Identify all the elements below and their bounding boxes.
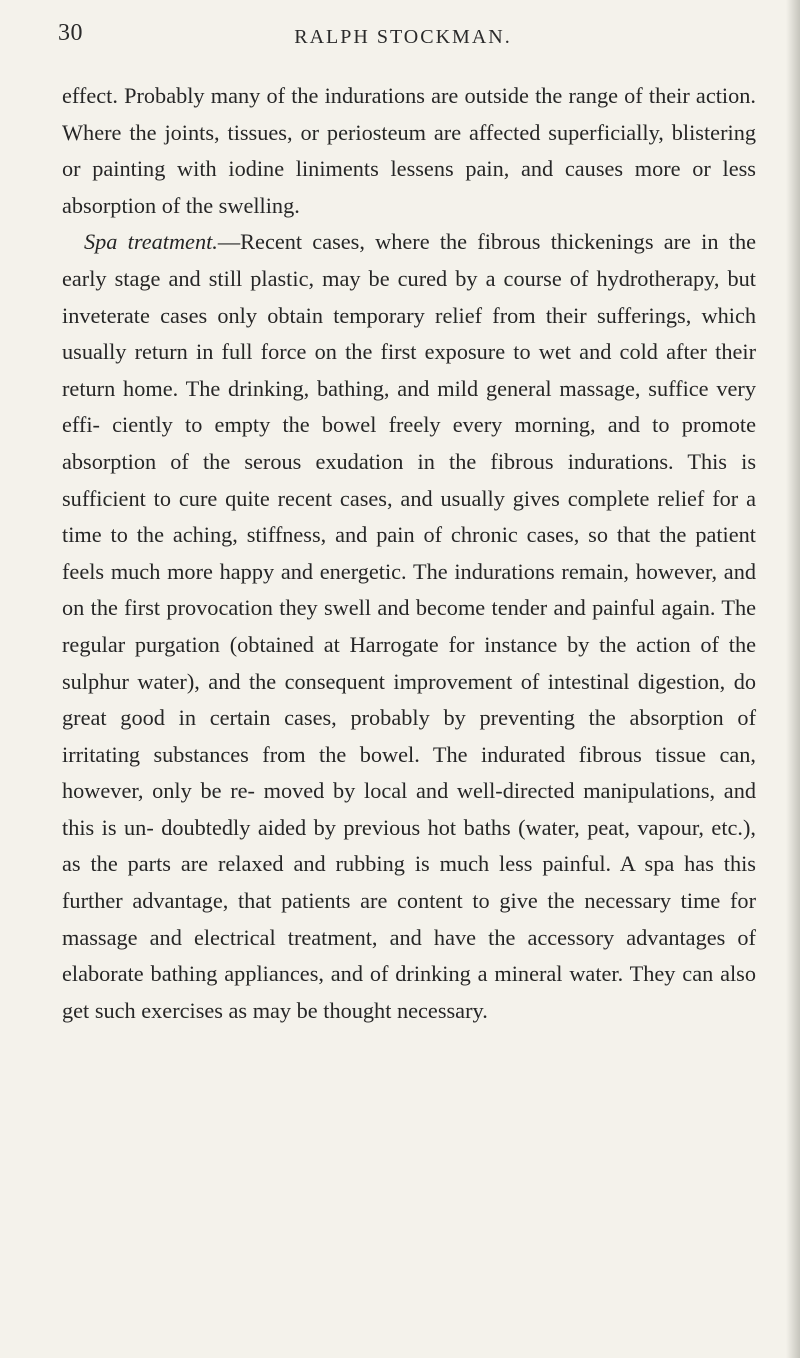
page-header bbox=[58, 20, 758, 54]
paragraph-text: —Recent cases, where the fibrous thickenings are in the early stage and still plastic, may be cured by a course of hydrotherapy, but inveterate cases only obtain temporary relief from their sufferings, which usually return in full force on the first exposure to wet and cold after their return home. The drinking, bathing, and mild general massage, suffice very effi- ciently to empty the bowel freely every morning, and to promote absorption of the serous exudation in the fibrous indurations. This is sufficient to cure quite recent cases, and usually gives complete relief for a time to the aching, stiffness, and pain of chronic cases, so that the patient feels much more happy and energetic. The indurations remain, however, and on the first provocation they swell and become tender and painful again. The regular purgation (obtained at Harrogate for instance by the action of the sulphur water), and the consequent improvement of intestinal digestion, do great good in certain cases, probably by preventing the absorption of irritating substances from the bowel. The indurated fibrous tissue can, however, only be re- moved by local and well-directed manipulations, and this is un- doubtedly aided by previous hot baths (water, peat, vapour, etc.), as the parts are relaxed and rubbing is much less painful. A spa has this further advantage, that patients are content to give the necessary time for massage and electrical treatment, and have the accessory advantages of elaborate bathing appliances, and of drinking a mineral water. They can also get such exercises as may be thought necessary. bbox=[62, 229, 756, 1023]
page-edge-shadow bbox=[786, 0, 800, 1358]
running-title: RALPH STOCKMAN. bbox=[294, 26, 512, 48]
paragraph bbox=[62, 224, 756, 1029]
paragraph bbox=[62, 78, 756, 224]
page-body bbox=[62, 78, 756, 1029]
section-lead: Spa treatment. bbox=[84, 229, 218, 255]
paragraph-text: effect. Probably many of the indurations are outside the range of their action. Where the joints, tissues, or periosteum are affected superficially, blistering or painting with iodine liniments lessens pain, and causes more or less absorption of the swelling. bbox=[62, 83, 756, 218]
page-number: 30 bbox=[58, 20, 83, 46]
